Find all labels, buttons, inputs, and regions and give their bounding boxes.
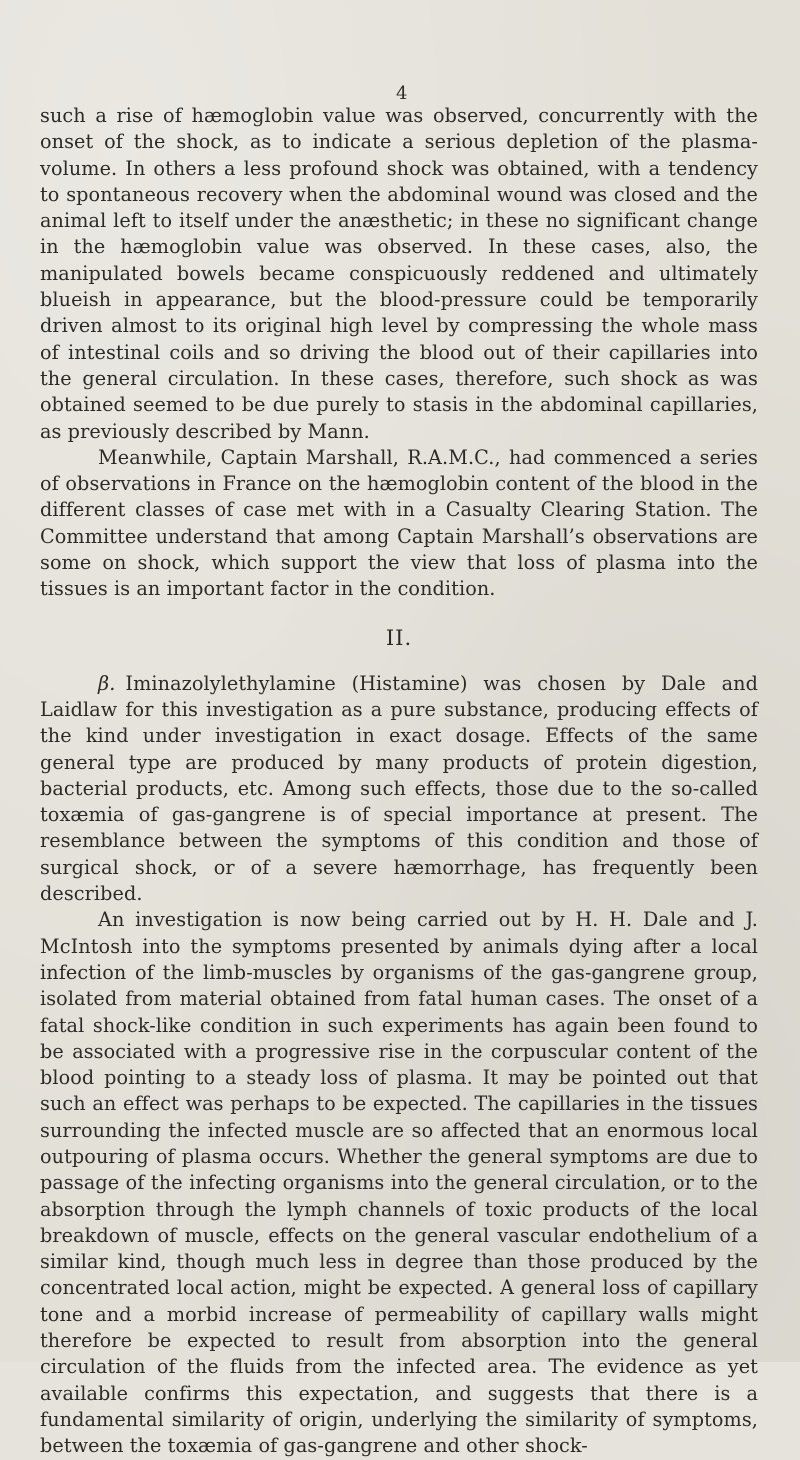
section-lead-marker: β.: [98, 671, 116, 695]
paragraph-investigation: An investigation is now being carried out by H. H. Dale and J. McIntosh into the symptoms presented by animals dying after a local infection of the limb-muscles by organisms of the gas-gangrene group, isolated from material obtained from fatal human cases. The onset of a fatal shock-like condition in such experiments has again been found to be associated with a progressive rise in the corpuscular content of the blood pointing to a steady loss of plasma. It may be pointed out that such an effect was perhaps to be expected. The capillaries in the tissues surrounding the infected muscle are so affected that an enormous local outpouring of plasma occurs. Whether the general symptoms are due to passage of the infecting organisms into the general circulation, or to the absorption through the lymph channels of toxic products of the local breakdown of muscle, effects on the general vascular endothelium of a similar kind, though much less in degree than those produced by the concentrated local action, might be expected. A general loss of capillary tone and a morbid increase of permeability of capillary walls might therefore be expected to result from absorption into the general circulation of the fluids from the infected area. The evidence as yet available confirms this expectation, and suggests that there is a fundamental similarity of origin, underlying the similarity of symptoms, between the toxæmia of gas-gangrene and other shock-: [40, 908, 758, 1458]
section-heading: II.: [385, 625, 413, 650]
page-number: 4: [396, 83, 408, 104]
body-text: [40, 103, 758, 1460]
paragraph-marshall: Meanwhile, Captain Marshall, R.A.M.C., had commenced a series of observations in France on the hæmoglobin content of the blood in the different classes of case met with in a Casualty Clearing Station. The Committee understand that among Captain Marshall’s observations are some on shock, which support the view that loss of plasma into the tissues is an important factor in the condition.: [40, 445, 758, 601]
paragraph-histamine-text: Iminazolylethylamine (Histamine) was chosen by Dale and Laidlaw for this investigation as a pure substance, producing effects of the kind under investigation in exact dosage. Effects of the same general type are produced by many products of protein digestion, bacterial products, etc. Among such effects, those due to the so-called toxæmia of gas-gangrene is of special importance at present. The resemblance between the symptoms of this condition and those of surgical shock, or of a severe hæmorrhage, has frequently been described.: [40, 671, 758, 906]
paragraph-histamine: [40, 671, 758, 908]
paragraph-continuation: such a rise of hæmoglobin value was observed, concurrently with the onset of the shock, as to indicate a serious depletion of the plasma-volume. In others a less profound shock was obtained, with a tendency to spontaneous recovery when the abdominal wound was closed and the animal left to itself under the anæsthetic; in these no significant change in the hæmoglobin value was observed. In these cases, also, the manipulated bowels became conspicuously reddened and ultimately blueish in appearance, but the blood-pressure could be temporarily driven almost to its original high level by compressing the whole mass of intestinal coils and so driving the blood out of their capillaries into the general circulation. In these cases, therefore, such shock as was obtained seemed to be due purely to stasis in the abdominal capillaries, as previously described by Mann.: [40, 104, 758, 443]
